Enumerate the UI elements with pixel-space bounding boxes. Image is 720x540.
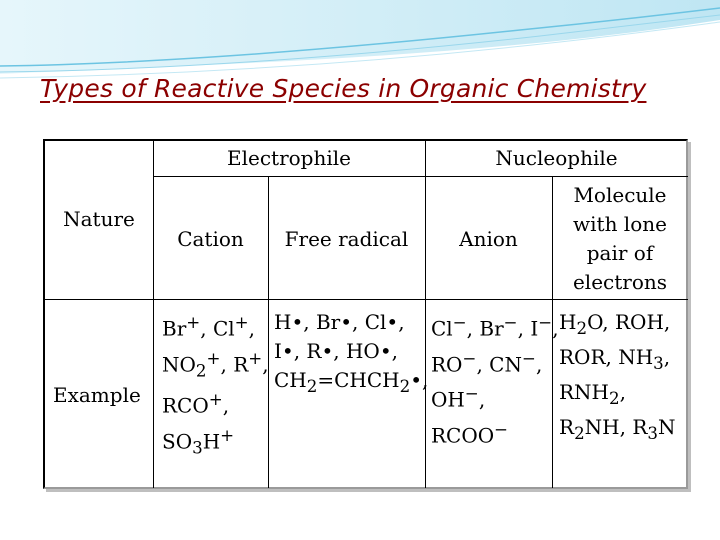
example-item: Br+, Cl+, bbox=[162, 313, 255, 341]
type-cation: Cation bbox=[177, 227, 244, 251]
electrophile-header: Electrophile bbox=[227, 146, 351, 170]
row-label-nature: Nature bbox=[63, 207, 135, 231]
type-molecule-line: pair of bbox=[586, 241, 654, 265]
example-item: H•, Br•, Cl•, bbox=[274, 310, 405, 334]
example-item: RCO+, bbox=[162, 390, 230, 418]
type-molecule bbox=[552, 181, 688, 297]
type-molecule-line: with lone bbox=[573, 212, 667, 236]
examples-cation bbox=[162, 308, 269, 463]
type-free-radical: Free radical bbox=[284, 227, 409, 251]
example-item: I•, R•, HO•, bbox=[274, 339, 398, 363]
example-item: $R_2NH$, $R_3N$ bbox=[559, 415, 676, 443]
example-item: Cl−, Br−, I−, bbox=[431, 313, 559, 341]
page-title: Types of Reactive Species in Organic Chemistry bbox=[40, 74, 647, 103]
example-item: RCOO− bbox=[431, 419, 509, 448]
example-item: $CH_2=CHCH_2•$, bbox=[274, 368, 429, 396]
type-molecule-line: electrons bbox=[572, 270, 668, 294]
grid-line bbox=[153, 141, 154, 488]
reactive-species-table bbox=[43, 139, 688, 489]
examples-molecule bbox=[559, 308, 676, 448]
examples-free-radical bbox=[274, 308, 428, 401]
row-label-example: Example bbox=[53, 383, 141, 407]
example-item: ROR, $NH_3$, bbox=[559, 345, 671, 373]
type-molecule-line: Molecule bbox=[573, 183, 667, 207]
example-item: $RNH_2$, bbox=[559, 380, 626, 408]
grid-line bbox=[45, 299, 688, 300]
nucleophile-header: Nucleophile bbox=[495, 146, 618, 170]
grid-line bbox=[153, 176, 688, 177]
example-item: OH−, bbox=[431, 384, 486, 412]
examples-anion bbox=[431, 308, 559, 451]
example-item: $NO_2^+$, R+, bbox=[162, 348, 269, 381]
example-item: $H_2O$, ROH, bbox=[559, 310, 671, 338]
example-item: RO−, CN−, bbox=[431, 348, 543, 377]
example-item: $SO_3H^+$ bbox=[162, 425, 235, 458]
type-anion: Anion bbox=[459, 227, 518, 251]
